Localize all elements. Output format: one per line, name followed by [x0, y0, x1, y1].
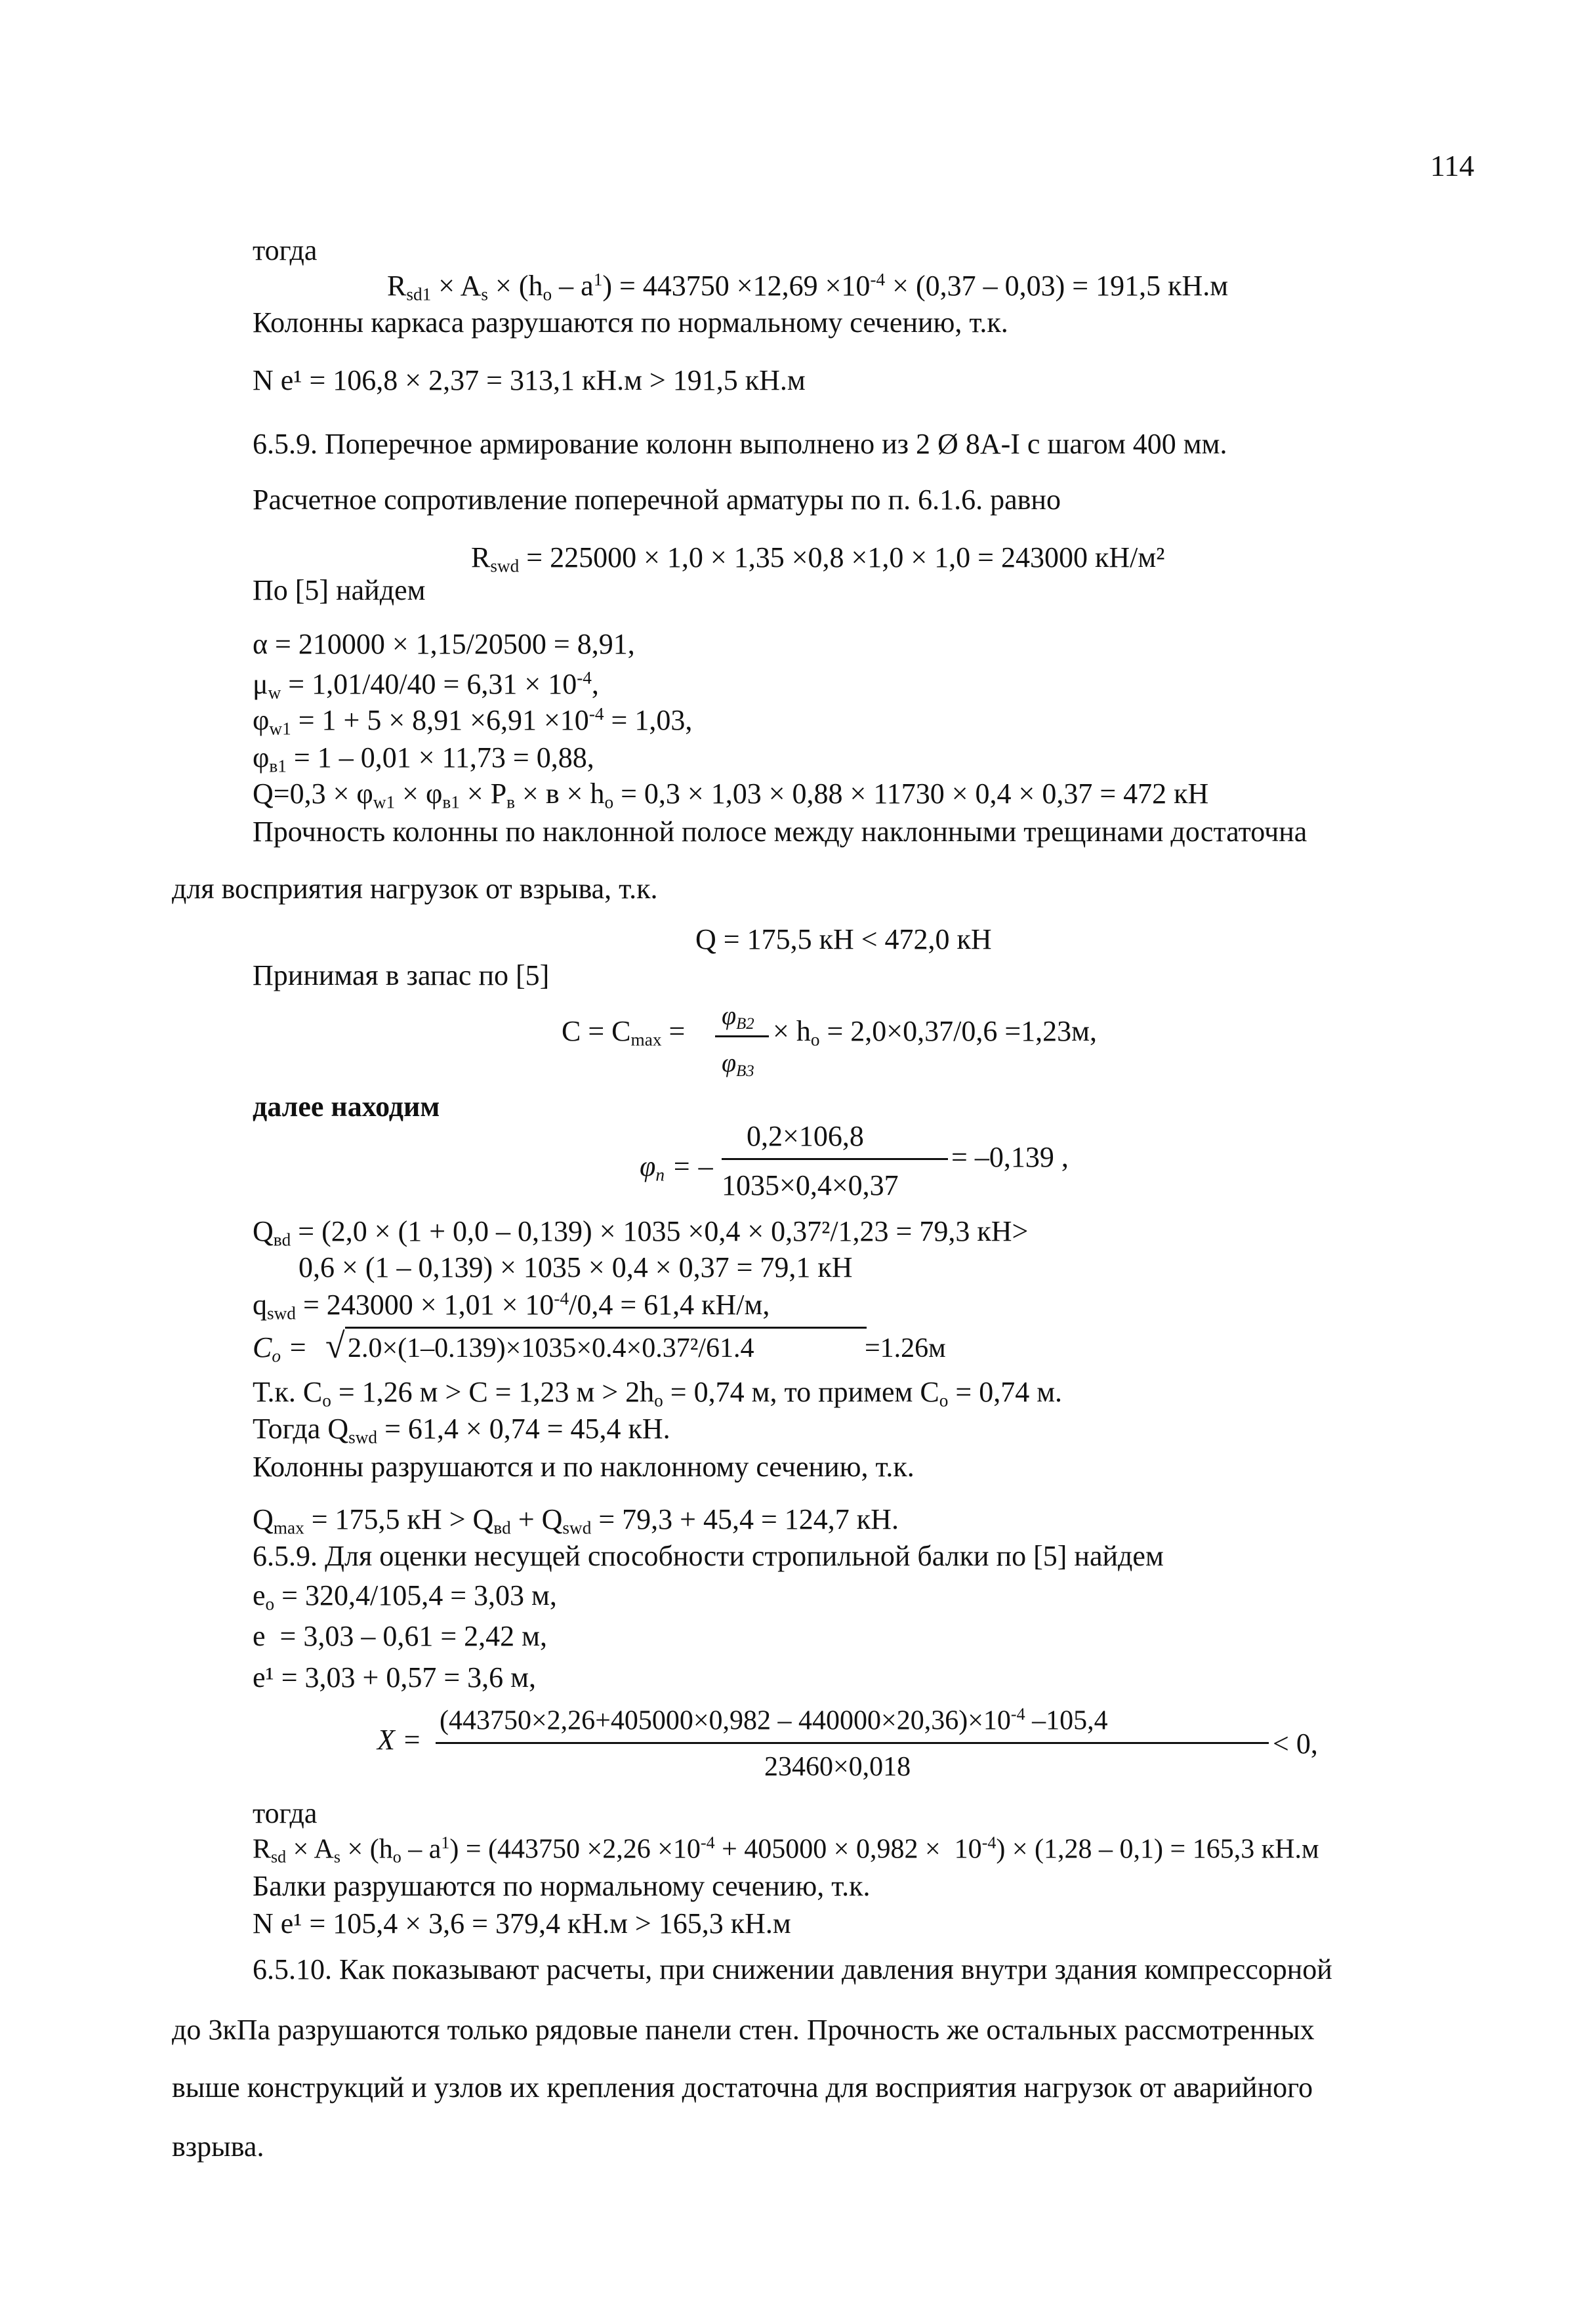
formula-rhs: < 0,	[1273, 1728, 1318, 1760]
fraction-denominator: 1035×0,4×0,37	[722, 1169, 899, 1201]
radical-bar	[345, 1327, 867, 1329]
text-line: По [5] найдем	[253, 574, 426, 606]
text-line: Балки разрушаются по нормальному сечению, т.к.	[253, 1870, 871, 1902]
fraction-denominator: 23460×0,018	[764, 1752, 911, 1782]
text-line: тогда	[253, 1797, 318, 1829]
formula-line: $R_{sd1} \times A_s \times (h_o - a^1) = 443750 \times 12,69 \times 10^{-4} \times (0,37 - 0,03) = 191,5$ кН.м	[387, 270, 1229, 304]
text-line: 6.5.9. Для оценки несущей способности стропильной балки по [5] найдем	[253, 1540, 1164, 1572]
formula-line: $Q_{max} = 175,5$ кН > $Q_{вd} + Q_{swd} = 79,3 + 45,4 = 124,7$ кН.	[253, 1503, 899, 1538]
fraction-numerator: 0,2×106,8	[747, 1120, 864, 1152]
fraction-numerator: $(443750\times 2,26+405000\times 0,982 - 440000\times 20,36)\times 10^{-4}$ –105,4	[440, 1705, 1108, 1736]
text-line: Колонны каркаса разрушаются по нормальному сечению, т.к.	[253, 306, 1008, 339]
text-line: Колонны разрушаются и по наклонному сечению, т.к.	[253, 1451, 915, 1483]
formula-line: α = 210000 × 1,15/20500 = 8,91,	[253, 628, 635, 660]
fraction-bar	[436, 1742, 1269, 1744]
formula-line: $\varphi_{в1} = 1 - 0,01 \times 11,73 = 0,88$,	[253, 741, 594, 776]
formula-line: $\varphi_{w1} = 1 + 5 \times 8,91 \times 6,91 \times 10^{-4} = 1,03$,	[253, 704, 693, 739]
formula-line: Q = 175,5 кН < 472,0 кН	[695, 923, 992, 955]
text-line: Прочность колонны по наклонной полосе между наклонными трещинами достаточна	[253, 816, 1307, 848]
formula-line: N e¹ = 105,4 × 3,6 = 379,4 кН.м > 165,3 кН.м	[253, 1907, 791, 1940]
fraction-denominator: $\varphi_{B3}$	[722, 1048, 754, 1080]
text-line: Тогда $Q_{swd} = 61,4 \times 0,74 = 45,4$ кН.	[253, 1413, 670, 1447]
radical-sign: √	[325, 1326, 345, 1365]
formula-line: N e¹ = 106,8 × 2,37 = 313,1 кН.м > 191,5 кН.м	[253, 364, 806, 396]
fraction-bar	[722, 1158, 948, 1160]
fraction-bar	[715, 1035, 769, 1037]
formula-rhs: = –0,139 ,	[951, 1141, 1069, 1173]
text-line: Принимая в запас по [5]	[253, 959, 550, 991]
fraction-numerator: $\varphi_{B2}$	[722, 1001, 754, 1033]
text-line: выше конструкций и узлов их крепления достаточна для восприятия нагрузок от аварийного	[172, 2071, 1313, 2104]
text-line: для восприятия нагрузок от взрыва, т.к.	[172, 873, 658, 905]
formula-line: $R_{sd} \times A_s \times (h_o - a^1) = (443750 \times 2,26 \times 10^{-4} + 405000 \times 0,982 \times 10^{-4}) \times (1,28 - 0,1) = 165,3$ кН.м	[253, 1833, 1319, 1867]
text-line: далее находим	[253, 1090, 440, 1123]
formula-line: 0,6 × (1 – 0,139) × 1035 × 0,4 × 0,37 = 79,1 кН	[298, 1251, 853, 1283]
formula-line: e = 3,03 – 0,61 = 2,42 м,	[253, 1620, 548, 1652]
formula-rhs: × $h_o = 2,0\times 0,37/0,6 =1,23м$,	[773, 1015, 1097, 1050]
text-line: 6.5.10. Как показывают расчеты, при снижении давления внутри здания компрессорной	[253, 1953, 1332, 1985]
formula-lhs: $C = C_{max}$ =	[562, 1015, 686, 1050]
text-line: Расчетное сопротивление поперечной арматуры по п. 6.1.6. равно	[253, 484, 1061, 516]
formula-line: $R_{swd} = 225000 \times 1,0 \times 1,35 \times 0,8 \times 1,0 \times 1,0 = 243000$ кН/м²	[471, 541, 1165, 576]
formula-lhs: X =	[377, 1724, 422, 1756]
text-line: до 3кПа разрушаются только рядовые панели стен. Прочность же остальных рассмотренных	[172, 2014, 1315, 2046]
formula-lhs: $\varphi_n$ = –	[640, 1150, 713, 1185]
formula-line: $Q=0,3 \times \varphi_{w1} \times \varphi_{в1} \times P_в \times в \times h_o = 0,3 \times 1,03 \times 0,88 \times 11730 \times 0,4 \times 0,37 = 472$ кН	[253, 778, 1209, 812]
formula-line: $q_{swd} = 243000 \times 1,01 \times 10^{-4}/0,4 = 61,4$ кН/м,	[253, 1289, 770, 1323]
text-line: взрыва.	[172, 2130, 264, 2163]
radicand: 2.0×(1–0.139)×1035×0.4×0.37²/61.4	[348, 1333, 754, 1363]
formula-line: $e_o = 320,4/105,4 = 3,03$ м,	[253, 1579, 557, 1614]
formula-line: e¹ = 3,03 + 0,57 = 3,6 м,	[253, 1661, 537, 1693]
text-line: Т.к. $C_o = 1,26$ м > C = 1,23 $м > 2h_o = 0,74$ м, то примем $C_o = 0,74$ м.	[253, 1376, 1063, 1411]
text-line: тогда	[253, 234, 318, 266]
formula-line: $Q_{вd} = (2,0 \times (1 + 0,0 - 0,139) \times 1035 \times 0,4 \times 0,37^2/1,23 = 79,3$ кН>	[253, 1215, 1029, 1250]
formula-lhs: $C_o$ =	[253, 1331, 308, 1366]
formula-line: $\mu_w = 1,01/40/40 = 6,31 \times 10^{-4}$,	[253, 668, 599, 703]
page-number: 114	[1430, 149, 1475, 182]
text-line: 6.5.9. Поперечное армирование колонн выполнено из 2 Ø 8А-I с шагом 400 мм.	[253, 428, 1227, 460]
formula-rhs: =1.26м	[865, 1333, 946, 1363]
